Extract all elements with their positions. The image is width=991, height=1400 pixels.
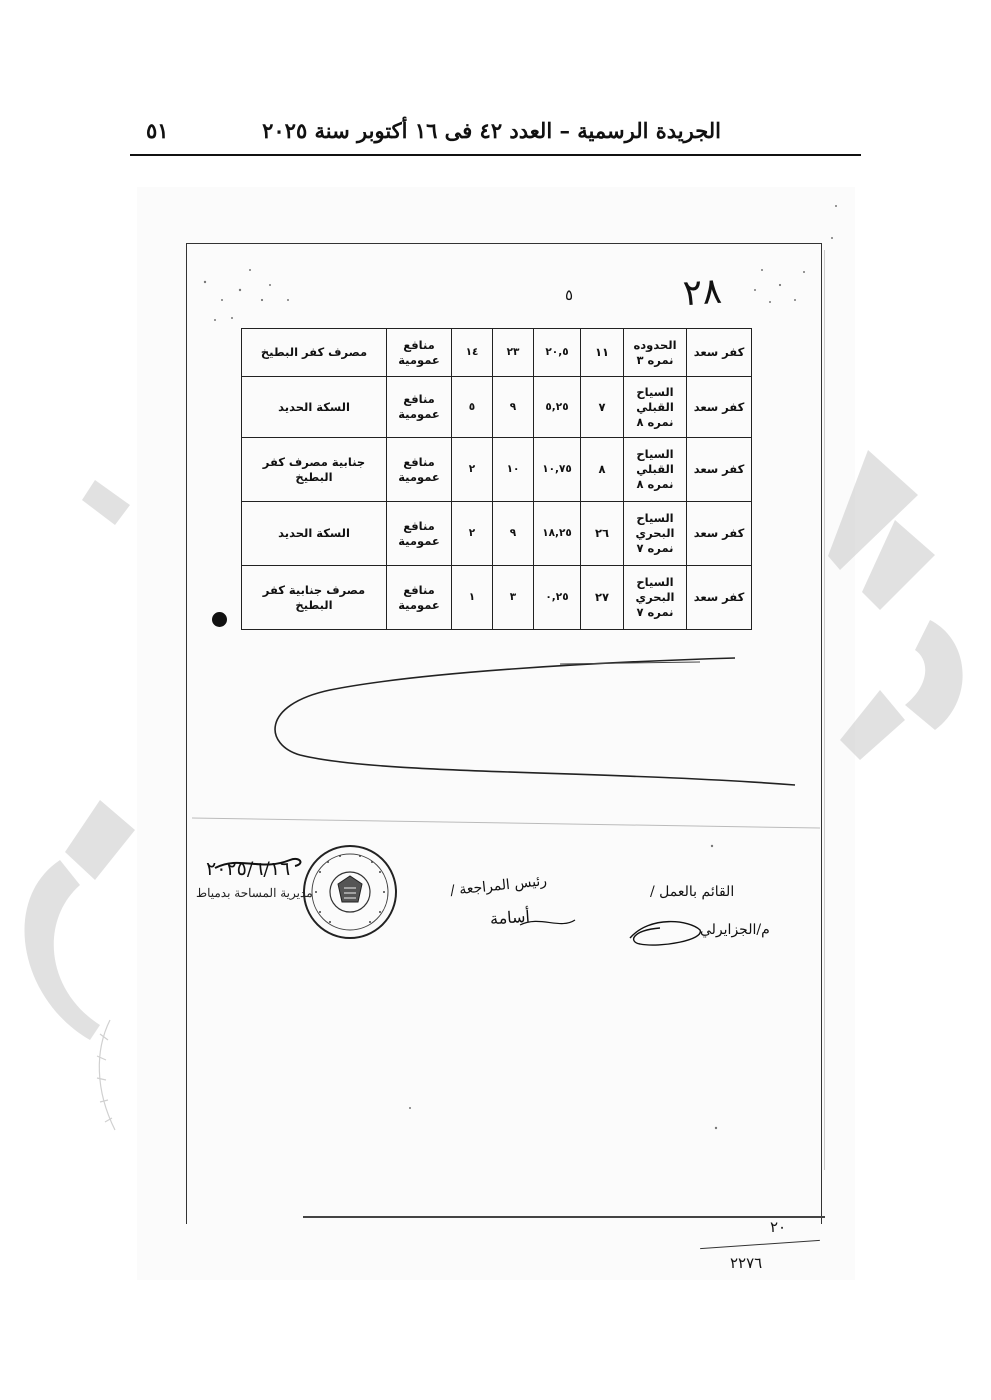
cell-number: ٢٣	[493, 329, 534, 377]
cell-village: كفر سعد	[687, 566, 752, 630]
table-row	[242, 438, 752, 502]
sheet-frame-bottom	[303, 1216, 825, 1218]
cell-village: كفر سعد	[687, 502, 752, 566]
cell-number: ٩	[493, 377, 534, 438]
cell-basin: السياح البحري نمره ٧	[624, 566, 687, 630]
cell-number: ١٤	[452, 329, 493, 377]
gazette-title: الجريدة الرسمية – العدد ٤٢ فى ١٦ أكتوبر سنة ٢٠٢٥	[262, 118, 721, 143]
stamp-authority: مديرية المساحة بدمياط	[196, 886, 313, 900]
cell-basin: الحدوده نمره ٣	[624, 329, 687, 377]
cell-village: كفر سعد	[687, 438, 752, 502]
bullet-dot	[212, 612, 227, 627]
cell-type: منافع عمومية	[387, 502, 452, 566]
table-row	[242, 329, 752, 377]
page-header	[130, 112, 861, 156]
cell-area: ١٠,٧٥	[534, 438, 581, 502]
cell-description: السكة الحديد	[242, 502, 387, 566]
table-row	[242, 502, 752, 566]
cell-plot: ١١	[581, 329, 624, 377]
scan-edge-line	[824, 250, 825, 1170]
records-table	[241, 328, 752, 630]
cell-number: ٢	[452, 438, 493, 502]
cell-number: ١	[452, 566, 493, 630]
cell-type: منافع عمومية	[387, 377, 452, 438]
cell-number: ٩	[493, 502, 534, 566]
cell-area: ٢٠,٥	[534, 329, 581, 377]
header-divider	[130, 154, 861, 156]
worker-label: القائم بالعمل /	[650, 884, 735, 900]
cell-type: منافع عمومية	[387, 438, 452, 502]
page-number: ٥١	[146, 118, 169, 143]
cell-number: ٥	[452, 377, 493, 438]
cell-plot: ٢٧	[581, 566, 624, 630]
footer-number: ٢٠	[770, 1218, 787, 1236]
cell-basin: السياح البحري نمره ٧	[624, 502, 687, 566]
cell-description: مصرف جنابية كفر البطيخ	[242, 566, 387, 630]
cell-type: منافع عمومية	[387, 329, 452, 377]
cell-number: ٣	[493, 566, 534, 630]
cell-description: جنابية مصرف كفر البطيخ	[242, 438, 387, 502]
table-row	[242, 377, 752, 438]
cell-type: منافع عمومية	[387, 566, 452, 630]
reviewer-signature: أسامة	[489, 906, 531, 929]
cell-number: ١٠	[493, 438, 534, 502]
cell-area: ١٨,٢٥	[534, 502, 581, 566]
cell-plot: ٧	[581, 377, 624, 438]
cell-number: ٢	[452, 502, 493, 566]
cell-basin: السياح القبلي نمره ٨	[624, 377, 687, 438]
cell-description: السكة الحديد	[242, 377, 387, 438]
cell-basin: السياح القبلي نمره ٨	[624, 438, 687, 502]
official-stamp	[300, 842, 400, 942]
cell-village: كفر سعد	[687, 329, 752, 377]
cell-area: ٠,٢٥	[534, 566, 581, 630]
cell-description: مصرف كفر البطيخ	[242, 329, 387, 377]
cell-plot: ٢٦	[581, 502, 624, 566]
stamp-date: ٢٠٢٥/٦/١٦	[206, 858, 291, 880]
footer-code: ٢٢٧٦	[730, 1254, 763, 1272]
reviewer-label: رئيس المراجعة /	[449, 872, 548, 900]
worker-signature: م/الجزايرلي	[700, 922, 770, 938]
cell-area: ٥,٢٥	[534, 377, 581, 438]
cell-village: كفر سعد	[687, 377, 752, 438]
sheet-small-mark: ٥	[565, 286, 574, 304]
handwritten-sheet-number: ٢٨	[681, 270, 724, 315]
cell-plot: ٨	[581, 438, 624, 502]
table-row	[242, 566, 752, 630]
